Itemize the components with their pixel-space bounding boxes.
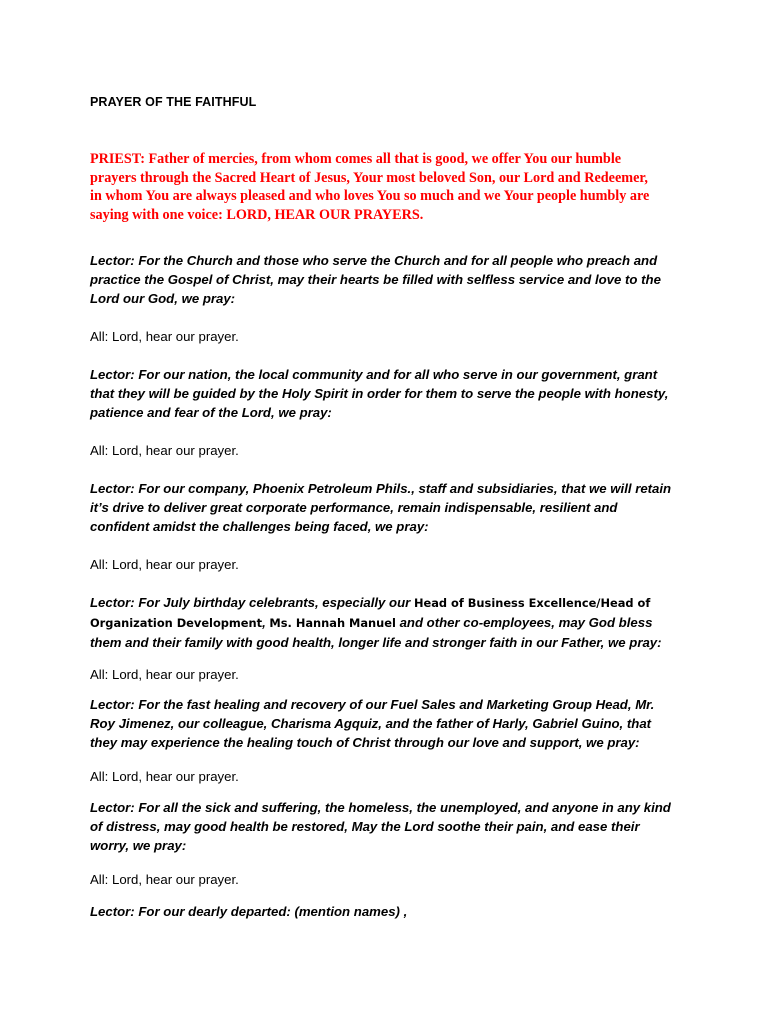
petition-line: them and their family with good health, longer life and stronger faith in our Father, we pray: <box>90 635 662 650</box>
priest-prayer <box>90 150 680 224</box>
priest-line: saying with one voice: LORD, HEAR OUR PRAYERS. <box>90 206 424 223</box>
priest-line: in whom You are always pleased and who loves You so much and we Your people humbly are <box>90 188 650 204</box>
petition-line: practice the Gospel of Christ, may their hearts be filled with selfless service and love to the <box>90 272 661 287</box>
petition-line <box>90 593 690 613</box>
petition-line: confident amidst the challenges being faced, we pray: <box>90 519 429 534</box>
petition-line: patience and fear of the Lord, we pray: <box>90 405 332 420</box>
petition-line: Lector: For our dearly departed: (mention names) , <box>90 904 408 919</box>
priest-line: prayers through the Sacred Heart of Jesus, Your most beloved Son, our Lord and Redeemer, <box>90 169 648 186</box>
lector-petition-sick <box>90 798 690 855</box>
lector-petition-departed <box>90 902 690 921</box>
petition-title-text: Head of Business Excellence/Head of <box>413 596 651 610</box>
all-response: All: Lord, hear our prayer. <box>90 667 239 682</box>
petition-line: Lector: For our company, Phoenix Petroleum Phils., staff and subsidiaries, that we will retain <box>90 481 672 496</box>
priest-line: PRIEST: Father of mercies, from whom comes all that is good, we offer You our humble <box>90 151 622 167</box>
petition-line: Lector: For the Church and those who serve the Church and for all people who preach and <box>90 253 658 268</box>
lector-petition-birthday <box>90 593 690 652</box>
lector-petition-company <box>90 479 690 536</box>
petition-line: Lord our God, we pray: <box>90 291 236 306</box>
petition-title-text: Organization Development <box>90 616 263 630</box>
petition-line: Lector: For the fast healing and recovery of our Fuel Sales and Marketing Group Head, Mr. <box>90 697 655 712</box>
all-response: All: Lord, hear our prayer. <box>90 872 239 887</box>
petition-line: that they will be guided by the Holy Spirit in order for them to serve the people with honesty, <box>90 386 669 401</box>
petition-name-text: Ms. Hannah Manuel <box>269 616 396 630</box>
petition-line: worry, we pray: <box>90 838 187 853</box>
document-title: PRAYER OF THE FAITHFUL <box>90 95 257 109</box>
all-response: All: Lord, hear our prayer. <box>90 329 239 344</box>
petition-text: and other co-employees, may God bless <box>395 615 653 630</box>
petition-text: , <box>262 615 270 630</box>
all-response: All: Lord, hear our prayer. <box>90 769 239 784</box>
all-response: All: Lord, hear our prayer. <box>90 557 239 572</box>
all-response: All: Lord, hear our prayer. <box>90 443 239 458</box>
petition-line: Lector: For our nation, the local community and for all who serve in our government, grant <box>90 367 658 382</box>
lector-petition-nation <box>90 365 690 422</box>
petition-line: it’s drive to deliver great corporate performance, remain indispensable, resilient and <box>90 500 618 515</box>
lector-petition-healing <box>90 695 690 752</box>
lector-petition-church <box>90 251 690 308</box>
petition-line: Roy Jimenez, our colleague, Charisma Agquiz, and the father of Harly, Gabriel Guino, that <box>90 716 652 731</box>
petition-line: Lector: For all the sick and suffering, the homeless, the unemployed, and anyone in any kind <box>90 800 671 815</box>
petition-line: of distress, may good health be restored, May the Lord soothe their pain, and ease their <box>90 819 640 834</box>
petition-line: they may experience the healing touch of Christ through our love and support, we pray: <box>90 735 640 750</box>
petition-line <box>90 613 690 633</box>
petition-text: Lector: For July birthday celebrants, especially our <box>90 595 414 610</box>
